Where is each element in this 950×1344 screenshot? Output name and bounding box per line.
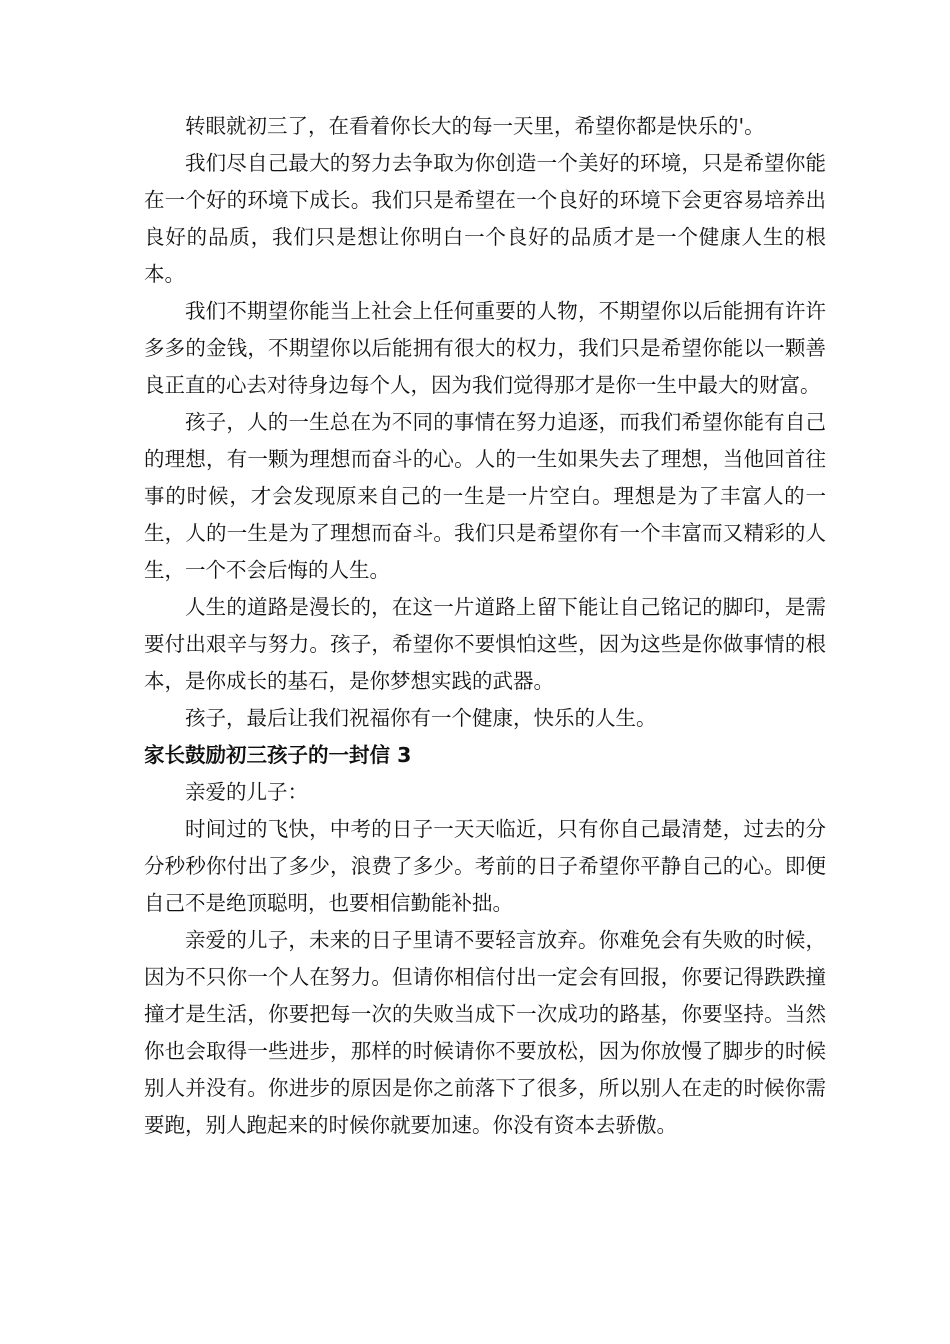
letter-salutation: 亲爱的儿子： [185,780,308,804]
paragraph-7: 时间过的飞快，中考的日子一天天临近，只有你自己最清楚，过去的分分秒秒你付出了多少，浪费了多少。考前的日子希望你平静自己的心。即便自己不是绝顶聪明，也要相信勤能补拙。 [144,817,826,915]
document-page [144,108,826,1144]
paragraph-3: 我们不期望你能当上社会上任何重要的人物，不期望你以后能拥有许许多多的金钱，不期望你以后能拥有很大的权力，我们只是希望你能以一颗善良正直的心去对待身边每个人，因为我们觉得那才是你一生中最大的财富。 [144,299,826,397]
paragraph-8: 亲爱的儿子，未来的日子里请不要轻言放弃。你难免会有失败的时候，因为不只你一个人在努力。但请你相信付出一定会有回报，你要记得跌跌撞撞才是生活，你要把每一次的失败当成下一次成功的路基，你要坚持。当然你也会取得一些进步，那样的时候请你不要放松，因为你放慢了脚步的时候别人并没有。你进步的原因是你之前落下了很多，所以别人在走的时候你需要跑，别人跑起来的时候你就要加速。你没有资本去骄傲。 [144,928,826,1137]
paragraph-5: 人生的道路是漫长的，在这一片道路上留下能让自己铭记的脚印，是需要付出艰辛与努力。孩子，希望你不要惧怕这些，因为这些是你做事情的根本，是你成长的基石，是你梦想实践的武器。 [144,595,826,693]
section-heading: 家长鼓励初三孩子的一封信 3 [144,743,412,767]
paragraph-2: 我们尽自己最大的努力去争取为你创造一个美好的环境，只是希望你能在一个好的环境下成长。我们只是希望在一个良好的环境下会更容易培养出良好的品质，我们只是想让你明白一个良好的品质才是一个健康人生的根本。 [144,151,826,286]
paragraph-1: 转眼就初三了，在看着你长大的每一天里，希望你都是快乐的'。 [185,114,765,138]
paragraph-4: 孩子，人的一生总在为不同的事情在努力追逐，而我们希望你能有自己的理想，有一颗为理想而奋斗的心。人的一生如果失去了理想，当他回首往事的时候，才会发现原来自己的一生是一片空白。理想是为了丰富人的一生，人的一生是为了理想而奋斗。我们只是希望你有一个丰富而又精彩的人生，一个不会后悔的人生。 [144,410,826,582]
paragraph-6: 孩子，最后让我们祝福你有一个健康，快乐的人生。 [185,706,657,730]
